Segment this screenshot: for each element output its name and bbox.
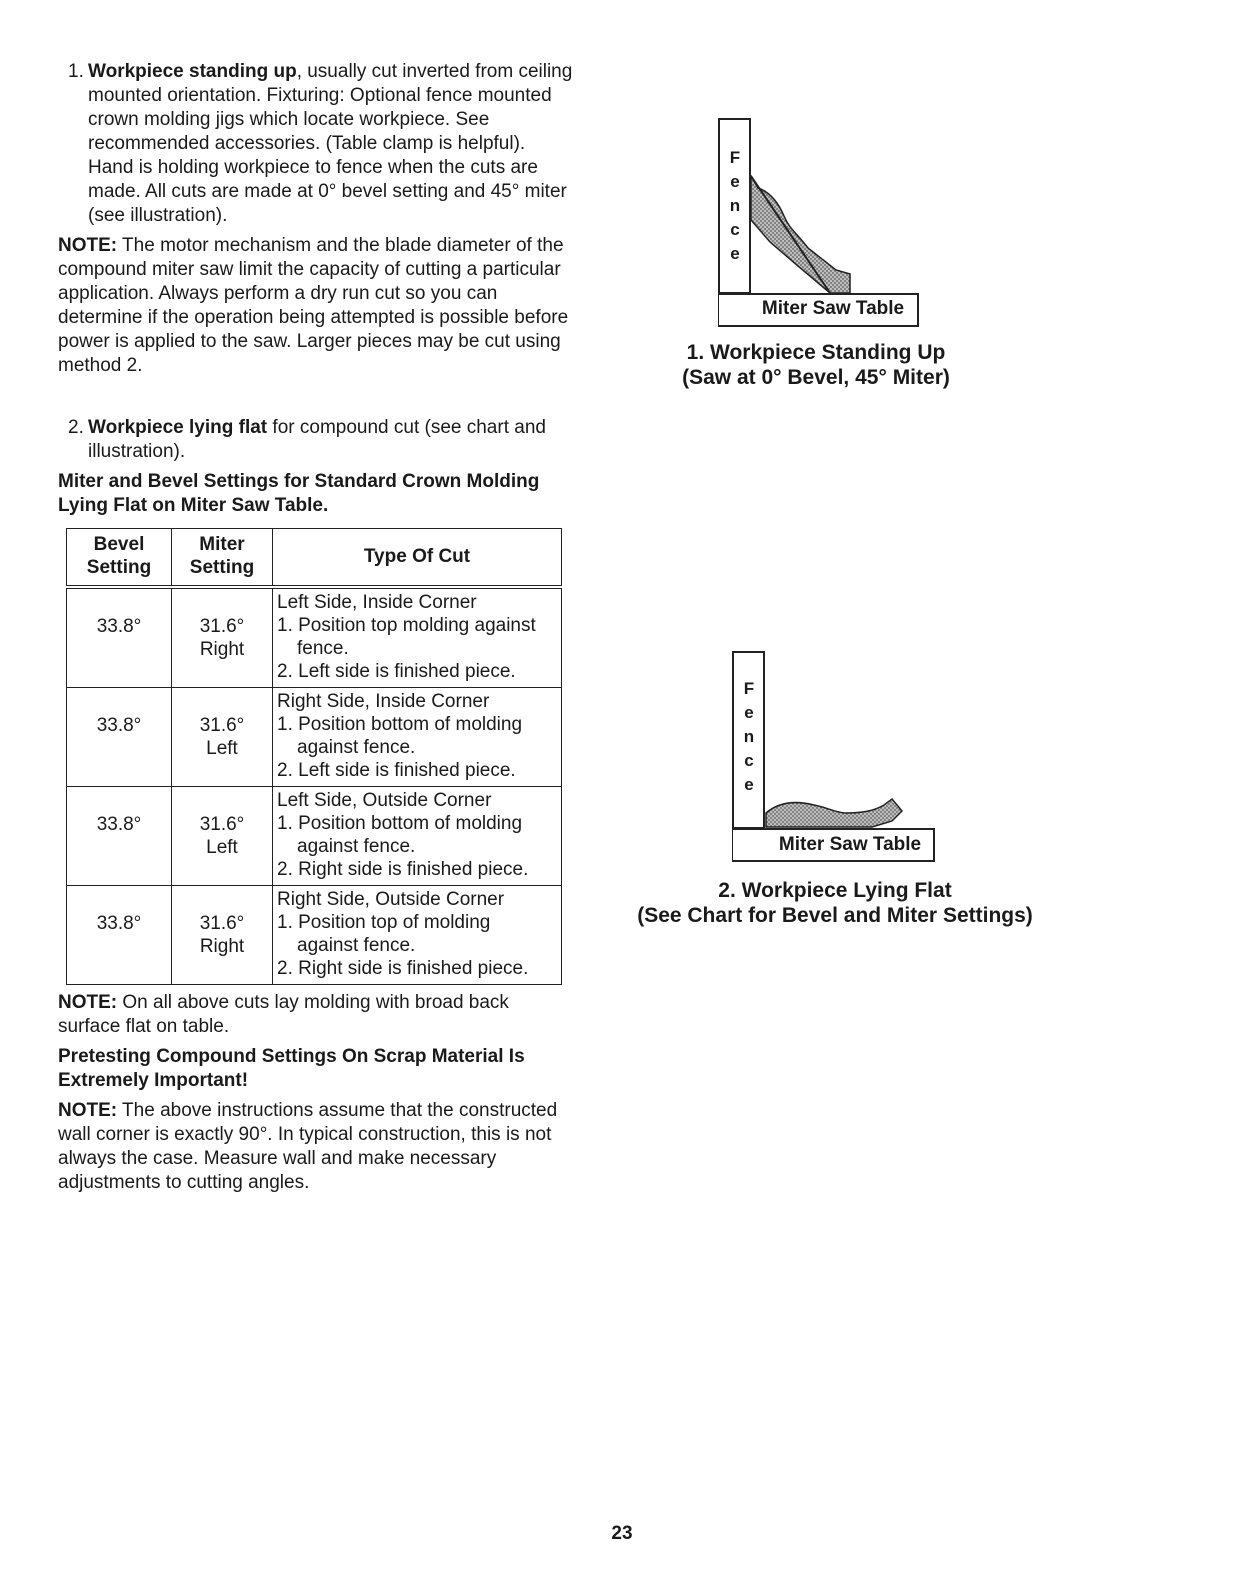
cut-step-1: 1. Position bottom of molding	[277, 813, 523, 834]
figure-2-caption	[600, 878, 1070, 928]
figure-lying-flat	[732, 651, 992, 871]
table-header-row	[67, 529, 562, 588]
header-miter: Miter Setting	[172, 529, 273, 588]
crown-molding-flat	[766, 799, 902, 827]
section-1-paragraph	[58, 60, 574, 228]
note-3-paragraph	[58, 1099, 574, 1195]
header-type: Type Of Cut	[273, 529, 562, 588]
figure-1-caption	[630, 340, 1002, 390]
fence-letter: e	[744, 703, 754, 722]
cut-step-1: 1. Position top molding against	[277, 615, 536, 636]
cut-title: Left Side, Inside Corner	[277, 592, 477, 613]
cut-step-1: 1. Position bottom of molding	[277, 714, 523, 735]
cut-step-1-cont: against fence.	[297, 836, 416, 857]
section-2-paragraph	[58, 416, 574, 464]
miter-value: 31.6°	[199, 913, 245, 934]
fence-letter: e	[744, 775, 754, 794]
miter-direction: Left	[206, 738, 238, 759]
cut-step-1-cont: against fence.	[297, 935, 416, 956]
miter-cell	[172, 787, 273, 886]
caption-subtitle: (Saw at 0° Bevel, 45° Miter)	[682, 366, 950, 389]
cut-step-2: 2. Right side is finished piece.	[277, 859, 529, 880]
miter-direction: Left	[206, 837, 238, 858]
cut-step-1-cont: against fence.	[297, 737, 416, 758]
fence-label	[736, 677, 762, 797]
fence-letter: n	[743, 727, 755, 746]
settings-table	[66, 528, 562, 985]
cut-step-2: 2. Right side is finished piece.	[277, 958, 529, 979]
caption-title: 1. Workpiece Standing Up	[686, 341, 946, 364]
fence-letter: c	[744, 751, 754, 770]
miter-cell	[172, 886, 273, 985]
header-bevel: Bevel Setting	[67, 529, 172, 588]
type-cell	[273, 787, 562, 886]
table-title: Miter and Bevel Settings for Standard Crown Molding Lying Flat on Miter Saw Table.	[58, 471, 540, 516]
cut-step-2: 2. Left side is finished piece.	[277, 661, 516, 682]
fence-letter: e	[730, 244, 740, 263]
miter-value: 31.6°	[199, 814, 245, 835]
cut-title: Left Side, Outside Corner	[277, 790, 492, 811]
cut-step-1: 1. Position top of molding	[277, 912, 491, 933]
bevel-cell: 33.8°	[67, 886, 172, 985]
miter-value: 31.6°	[199, 616, 245, 637]
section-1-heading: Workpiece standing up	[88, 61, 297, 82]
note-1-text: The motor mechanism and the blade diameter of the compound miter saw limit the capacity of cutting a particular application. Always perform a dry run cut so you can determine if the operation being attempted is possible before power is applied to the saw. Larger pieces may be cut using method 2.	[58, 235, 569, 376]
table-label: Miter Saw Table	[778, 834, 922, 855]
note-1-label: NOTE:	[58, 235, 118, 256]
type-cell	[273, 587, 562, 688]
cut-step-1-cont: fence.	[297, 638, 349, 659]
fence-label	[722, 146, 748, 266]
type-cell	[273, 688, 562, 787]
crown-molding-standing	[751, 176, 850, 293]
fence-letter: F	[729, 148, 741, 167]
figure-standing-up	[718, 118, 978, 338]
caption-subtitle: (See Chart for Bevel and Miter Settings)	[637, 904, 1033, 927]
table-row	[67, 886, 562, 985]
note-2-paragraph	[58, 991, 574, 1039]
cut-step-2: 2. Left side is finished piece.	[277, 760, 516, 781]
table-row	[67, 787, 562, 886]
caption-title: 2. Workpiece Lying Flat	[718, 879, 952, 902]
note-1-paragraph	[58, 234, 574, 378]
section-1-text: , usually cut inverted from ceiling mounted orientation. Fixturing: Optional fence mounted crown molding jigs which locate workpiece. See recommended accessories. (Table clamp is helpful). Hand is holding workpiece to fence when the cuts are made. All cuts are made at 0° bevel setting and 45° miter (see illustration).	[88, 61, 573, 226]
miter-value: 31.6°	[199, 715, 245, 736]
section-2-number: 2.	[68, 417, 84, 438]
bevel-cell: 33.8°	[67, 787, 172, 886]
note-3-label: NOTE:	[58, 1100, 118, 1121]
note-3-text: The above instructions assume that the constructed wall corner is exactly 90°. In typical construction, this is not always the case. Measure wall and make necessary adjustments to cutting angles.	[58, 1100, 558, 1193]
cut-title: Right Side, Outside Corner	[277, 889, 505, 910]
fence-letter: e	[730, 172, 740, 191]
fence-letter: n	[729, 196, 741, 215]
fence-letter: c	[730, 220, 740, 239]
left-column	[58, 60, 574, 1195]
table-row	[67, 587, 562, 688]
table-label: Miter Saw Table	[761, 298, 905, 319]
bevel-cell: 33.8°	[67, 688, 172, 787]
note-2-label: NOTE:	[58, 992, 118, 1013]
pretest-warning: Pretesting Compound Settings On Scrap Material Is Extremely Important!	[58, 1046, 525, 1091]
section-2-heading: Workpiece lying flat	[88, 417, 268, 438]
page-number: 23	[611, 1523, 633, 1544]
fence-letter: F	[743, 679, 755, 698]
section-1-number: 1.	[68, 61, 84, 82]
section-2-text: for compound cut (see chart and illustration).	[88, 417, 546, 462]
miter-direction: Right	[199, 639, 245, 660]
miter-cell	[172, 587, 273, 688]
cut-title: Right Side, Inside Corner	[277, 691, 490, 712]
note-2-text: On all above cuts lay molding with broad back surface flat on table.	[58, 992, 509, 1037]
table-row	[67, 688, 562, 787]
miter-cell	[172, 688, 273, 787]
type-cell	[273, 886, 562, 985]
bevel-cell: 33.8°	[67, 587, 172, 688]
miter-direction: Right	[199, 936, 245, 957]
